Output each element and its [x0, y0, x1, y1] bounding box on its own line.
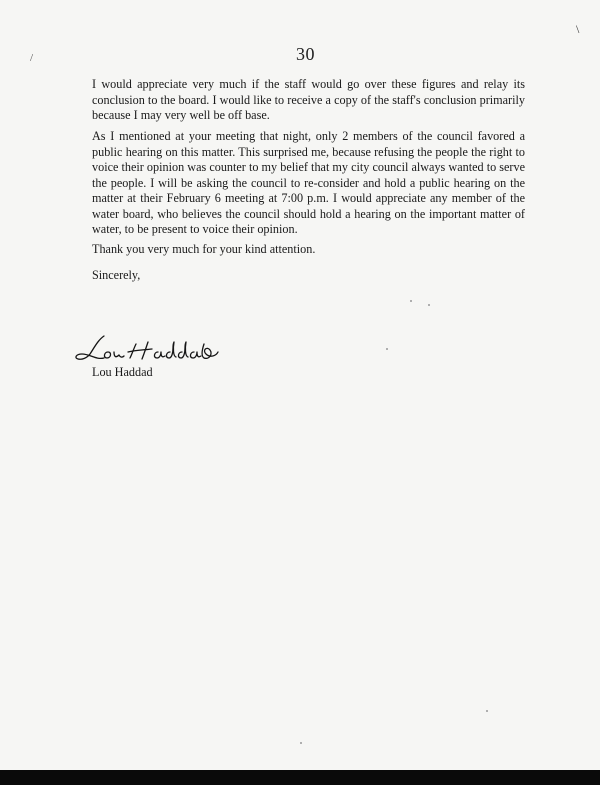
paragraph-staff-request: I would appreciate very much if the staff would go over these figures and relay its conclusion to the board. I would like to receive a copy of the staff's conclusion primarily because I may very well be off base.	[92, 77, 525, 122]
paper-speck	[486, 710, 488, 712]
paragraph-thank-you: Thank you very much for your kind attention.	[92, 242, 316, 256]
paper-speck	[386, 348, 388, 350]
handwritten-signature	[70, 330, 220, 368]
signer-name: Lou Haddad	[92, 365, 153, 379]
paragraph-public-hearing: As I mentioned at your meeting that night, only 2 members of the council favored a public hearing on this matter. This surprised me, because refusing the people the right to voice their opinion was counter to my belief that my city council always wanted to serve the people. I will be asking the council to re-consider and hold a public hearing on the matter at their February 6 meeting at 7:00 p.m. I would appreciate any member of the water board, who believes the council should hold a hearing on the important matter of water, to be present to voice their opinion.	[92, 129, 525, 236]
scan-edge-bar	[0, 770, 600, 785]
paper-speck	[428, 304, 430, 306]
margin-mark: /	[30, 52, 34, 64]
paper-speck	[300, 742, 302, 744]
paper-speck	[410, 300, 412, 302]
page-number: 30	[296, 44, 315, 64]
closing-salutation: Sincerely,	[92, 268, 141, 282]
corner-mark: \	[576, 22, 580, 36]
